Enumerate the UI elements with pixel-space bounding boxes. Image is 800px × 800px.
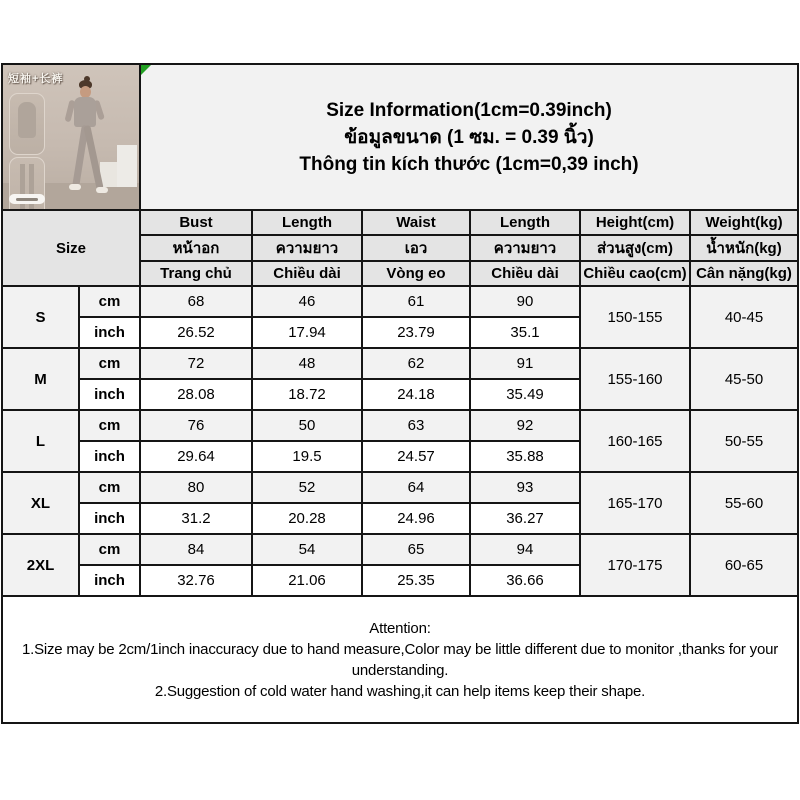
cell-l-length1-inch: 19.5	[252, 441, 362, 472]
size-row-label: S	[2, 286, 79, 348]
cell-s-waist-inch: 23.79	[362, 317, 470, 348]
model-leg	[83, 125, 103, 190]
cell-m-bust-cm: 72	[140, 348, 252, 379]
title-english: Size Information(1cm=0.39inch)	[326, 99, 612, 121]
cell-m-waist-inch: 24.18	[362, 379, 470, 410]
cell-2xl-weight: 60-65	[690, 534, 798, 596]
unit-label-cm: cm	[79, 534, 140, 565]
unit-label-cm: cm	[79, 472, 140, 503]
cell-xl-length2-cm: 93	[470, 472, 580, 503]
cell-l-weight: 50-55	[690, 410, 798, 472]
photo-overlay-text: 短袖+长裤	[8, 73, 64, 85]
cell-xl-height: 165-170	[580, 472, 690, 534]
cell-2xl-length2-inch: 36.66	[470, 565, 580, 596]
cell-flag-triangle-icon	[141, 65, 151, 75]
cell-m-height: 155-160	[580, 348, 690, 410]
cell-l-height: 160-165	[580, 410, 690, 472]
col-header-length2-en: Length	[470, 210, 580, 235]
col-header-height-en: Height(cm)	[580, 210, 690, 235]
cell-m-length2-cm: 91	[470, 348, 580, 379]
col-header-weight-th: น้ำหนัก(kg)	[690, 235, 798, 261]
col-header-waist-vi: Vòng eo	[362, 261, 470, 286]
cell-xl-bust-cm: 80	[140, 472, 252, 503]
cell-l-waist-inch: 24.57	[362, 441, 470, 472]
model-info-tag	[9, 194, 45, 204]
cell-xl-waist-inch: 24.96	[362, 503, 470, 534]
unit-label-inch: inch	[79, 565, 140, 596]
cell-m-length2-inch: 35.49	[470, 379, 580, 410]
model-hair-bun	[84, 76, 90, 82]
cell-s-waist-cm: 61	[362, 286, 470, 317]
unit-label-cm: cm	[79, 348, 140, 379]
cell-l-waist-cm: 63	[362, 410, 470, 441]
col-header-weight-en: Weight(kg)	[690, 210, 798, 235]
cell-m-waist-cm: 62	[362, 348, 470, 379]
cell-xl-length1-inch: 20.28	[252, 503, 362, 534]
cell-2xl-waist-cm: 65	[362, 534, 470, 565]
unit-label-cm: cm	[79, 286, 140, 317]
cell-2xl-bust-cm: 84	[140, 534, 252, 565]
col-header-length1-en: Length	[252, 210, 362, 235]
cell-m-length1-cm: 48	[252, 348, 362, 379]
title-vietnamese: Thông tin kích thước (1cm=0,39 inch)	[299, 153, 639, 175]
cell-xl-length1-cm: 52	[252, 472, 362, 503]
cell-l-length2-inch: 35.88	[470, 441, 580, 472]
product-photo	[3, 65, 139, 209]
cell-s-height: 150-155	[580, 286, 690, 348]
model-shoe	[96, 187, 108, 193]
attention-line-2: 2.Suggestion of cold water hand washing,it can help items keep their shape.	[154, 682, 646, 700]
cell-l-bust-inch: 29.64	[140, 441, 252, 472]
col-header-length2-vi: Chiều dài	[470, 261, 580, 286]
cell-m-bust-inch: 28.08	[140, 379, 252, 410]
title-cell	[140, 64, 798, 210]
unit-label-inch: inch	[79, 379, 140, 410]
title-thai: ข้อมูลขนาด (1 ซม. = 0.39 นิ้ว)	[344, 126, 594, 148]
attention-notes	[2, 596, 798, 723]
col-header-length2-th: ความยาว	[470, 235, 580, 261]
col-header-length1-th: ความยาว	[252, 235, 362, 261]
cell-l-bust-cm: 76	[140, 410, 252, 441]
col-header-height-vi: Chiều cao(cm)	[580, 261, 690, 286]
size-row-label: L	[2, 410, 79, 472]
col-header-bust-vi: Trang chủ	[140, 261, 252, 286]
cell-s-length2-inch: 35.1	[470, 317, 580, 348]
cell-s-length1-cm: 46	[252, 286, 362, 317]
model-torso	[74, 97, 96, 127]
cell-s-weight: 40-45	[690, 286, 798, 348]
size-information-table	[1, 63, 799, 724]
col-header-weight-vi: Cân nặng(kg)	[690, 261, 798, 286]
col-header-height-th: ส่วนสูง(cm)	[580, 235, 690, 261]
cell-2xl-length1-cm: 54	[252, 534, 362, 565]
cell-s-length1-inch: 17.94	[252, 317, 362, 348]
cell-xl-bust-inch: 31.2	[140, 503, 252, 534]
cell-m-length1-inch: 18.72	[252, 379, 362, 410]
product-photo-cell	[2, 64, 140, 210]
cell-s-bust-cm: 68	[140, 286, 252, 317]
cell-l-length2-cm: 92	[470, 410, 580, 441]
cell-l-length1-cm: 50	[252, 410, 362, 441]
cell-2xl-height: 170-175	[580, 534, 690, 596]
size-header: Size	[2, 210, 140, 286]
model-info-tag-text	[16, 198, 38, 201]
col-header-bust-en: Bust	[140, 210, 252, 235]
attention-title: Attention:	[369, 619, 431, 637]
cell-m-weight: 45-50	[690, 348, 798, 410]
col-header-length1-vi: Chiều dài	[252, 261, 362, 286]
cell-xl-weight: 55-60	[690, 472, 798, 534]
attention-line-1: 1.Size may be 2cm/1inch inaccuracy due to hand measure,Color may be little different due to monitor ,thanks for your understanding.	[21, 640, 779, 679]
col-header-waist-en: Waist	[362, 210, 470, 235]
size-row-label: 2XL	[2, 534, 79, 596]
unit-label-inch: inch	[79, 503, 140, 534]
unit-label-cm: cm	[79, 410, 140, 441]
cell-xl-length2-inch: 36.27	[470, 503, 580, 534]
top-thumbnail	[9, 93, 45, 155]
unit-label-inch: inch	[79, 441, 140, 472]
unit-label-inch: inch	[79, 317, 140, 348]
size-row-label: XL	[2, 472, 79, 534]
size-row-label: M	[2, 348, 79, 410]
col-header-bust-th: หน้าอก	[140, 235, 252, 261]
model-shoe	[69, 184, 81, 190]
cell-2xl-length1-inch: 21.06	[252, 565, 362, 596]
cell-2xl-waist-inch: 25.35	[362, 565, 470, 596]
stairs-prop	[117, 145, 137, 187]
cell-2xl-bust-inch: 32.76	[140, 565, 252, 596]
shirt-thumbnail-shape	[18, 102, 36, 138]
cell-s-bust-inch: 26.52	[140, 317, 252, 348]
cell-xl-waist-cm: 64	[362, 472, 470, 503]
col-header-waist-th: เอว	[362, 235, 470, 261]
cell-2xl-length2-cm: 94	[470, 534, 580, 565]
cell-s-length2-cm: 90	[470, 286, 580, 317]
